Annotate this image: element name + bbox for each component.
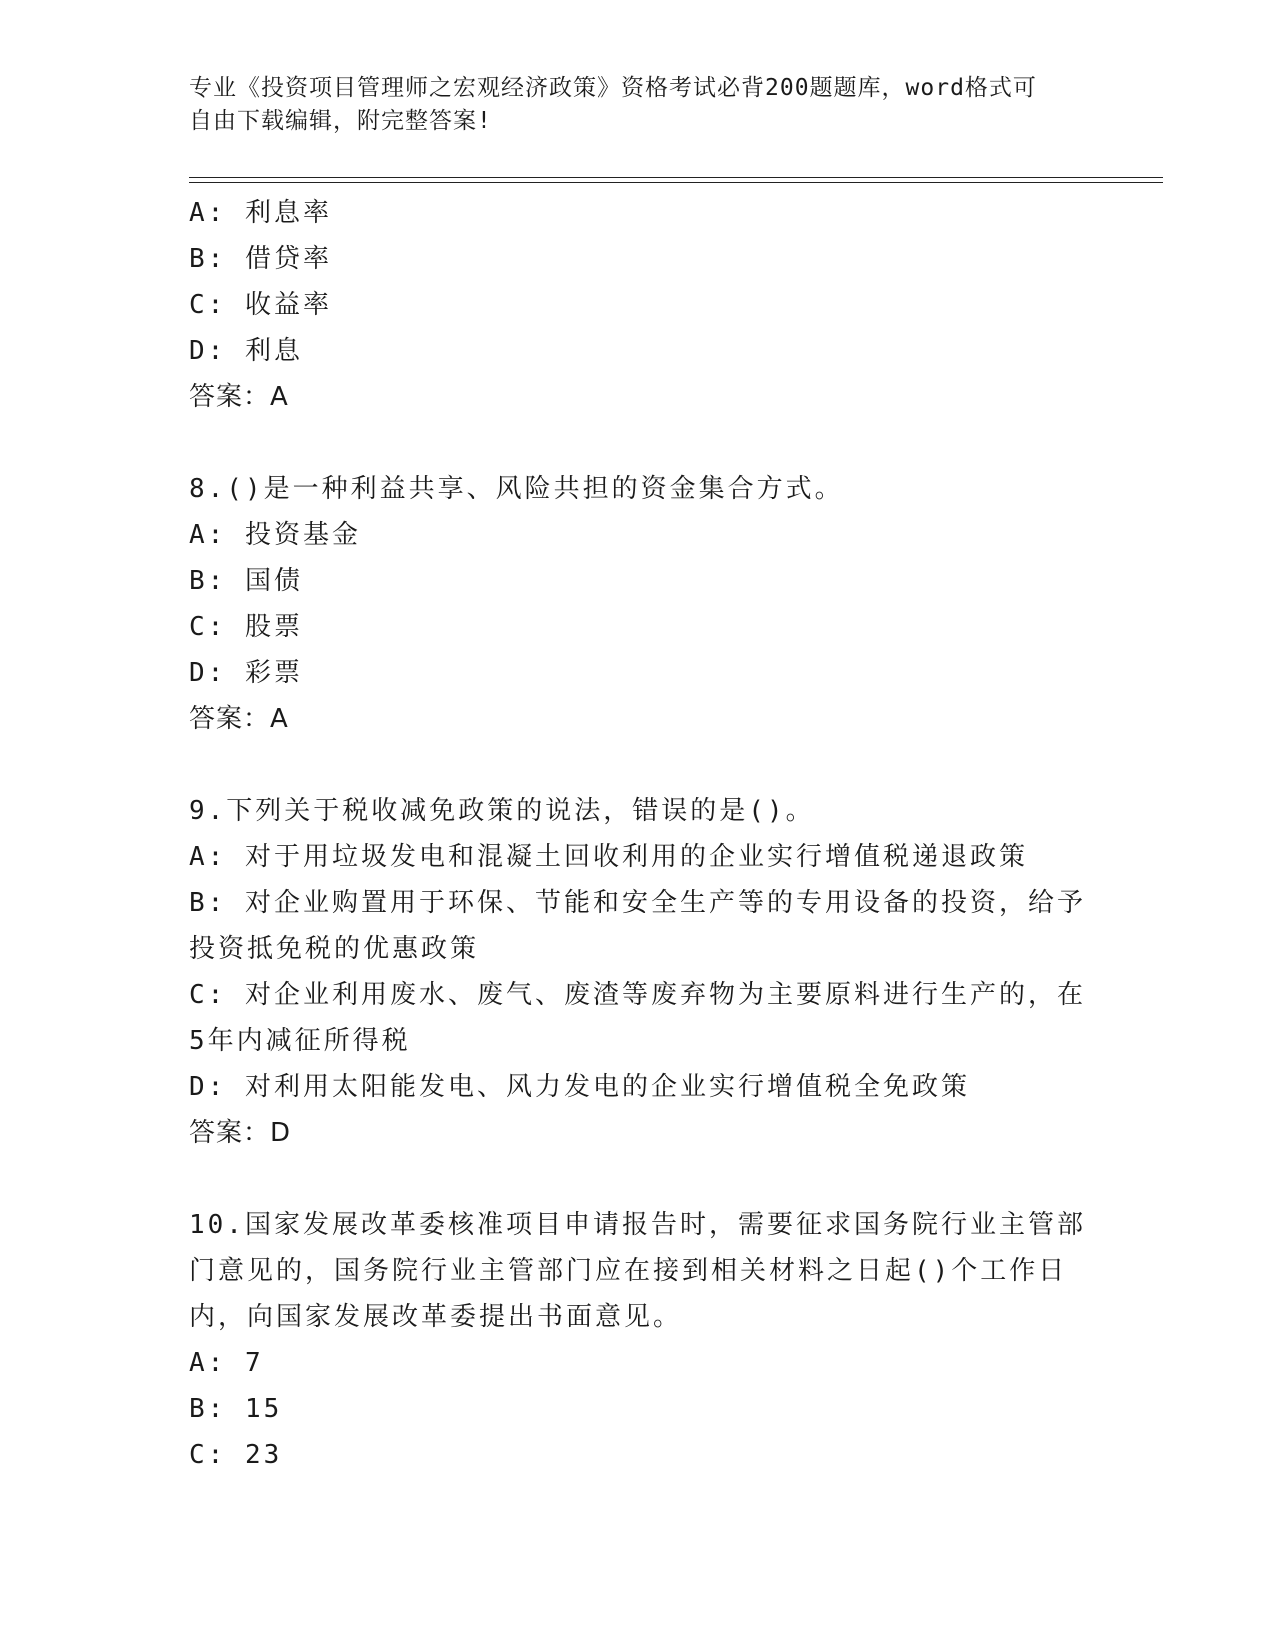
question-10-block — [189, 1202, 1089, 1478]
option-b: B: 15 — [189, 1394, 283, 1424]
option-a: A: 对于用垃圾发电和混凝土回收利用的企业实行增值税递退政策 — [189, 842, 1028, 872]
option-a: A: 利息率 — [189, 198, 332, 228]
question-stem: 8.()是一种利益共享、风险共担的资金集合方式。 — [189, 474, 844, 504]
question-stem: 9.下列关于税收减免政策的说法，错误的是()。 — [189, 796, 815, 826]
option-c: C: 收益率 — [189, 290, 332, 320]
question-8-block — [189, 466, 1089, 742]
spacer — [189, 742, 1089, 788]
option-c: C: 股票 — [189, 612, 303, 642]
header-rule-top — [189, 177, 1163, 178]
option-a: A: 7 — [189, 1348, 264, 1378]
answer-line: 答案：A — [189, 704, 289, 734]
option-b: B: 国债 — [189, 566, 303, 596]
option-c-continued: 5年内减征所得税 — [189, 1026, 411, 1056]
option-b: B: 借贷率 — [189, 244, 332, 274]
answer-line: 答案：D — [189, 1118, 292, 1148]
question-content — [189, 190, 1089, 1478]
option-d: D: 彩票 — [189, 658, 303, 688]
option-c: C: 对企业利用废水、废气、废渣等废弃物为主要原料进行生产的，在 — [189, 980, 1086, 1010]
question-stem-continued: 内，向国家发展改革委提出书面意见。 — [189, 1302, 683, 1332]
document-header — [189, 72, 1069, 138]
spacer — [189, 1156, 1089, 1202]
question-7-block — [189, 190, 1089, 420]
spacer — [189, 420, 1089, 466]
answer-line: 答案：A — [189, 382, 289, 412]
option-a: A: 投资基金 — [189, 520, 361, 550]
question-stem: 10.国家发展改革委核准项目申请报告时，需要征求国务院行业主管部 — [189, 1210, 1086, 1240]
option-c: C: 23 — [189, 1440, 283, 1470]
header-line-2: 自由下载编辑，附完整答案! — [189, 108, 492, 134]
header-rule-bottom — [189, 182, 1163, 183]
option-b: B: 对企业购置用于环保、节能和安全生产等的专用设备的投资，给予 — [189, 888, 1086, 918]
option-b-continued: 投资抵免税的优惠政策 — [189, 934, 480, 964]
question-stem-continued: 门意见的，国务院行业主管部门应在接到相关材料之日起()个工作日 — [189, 1256, 1068, 1286]
question-9-block — [189, 788, 1089, 1156]
option-d: D: 对利用太阳能发电、风力发电的企业实行增值税全免政策 — [189, 1072, 970, 1102]
header-line-1: 专业《投资项目管理师之宏观经济政策》资格考试必背200题题库，word格式可 — [189, 75, 1037, 101]
option-d: D: 利息 — [189, 336, 303, 366]
